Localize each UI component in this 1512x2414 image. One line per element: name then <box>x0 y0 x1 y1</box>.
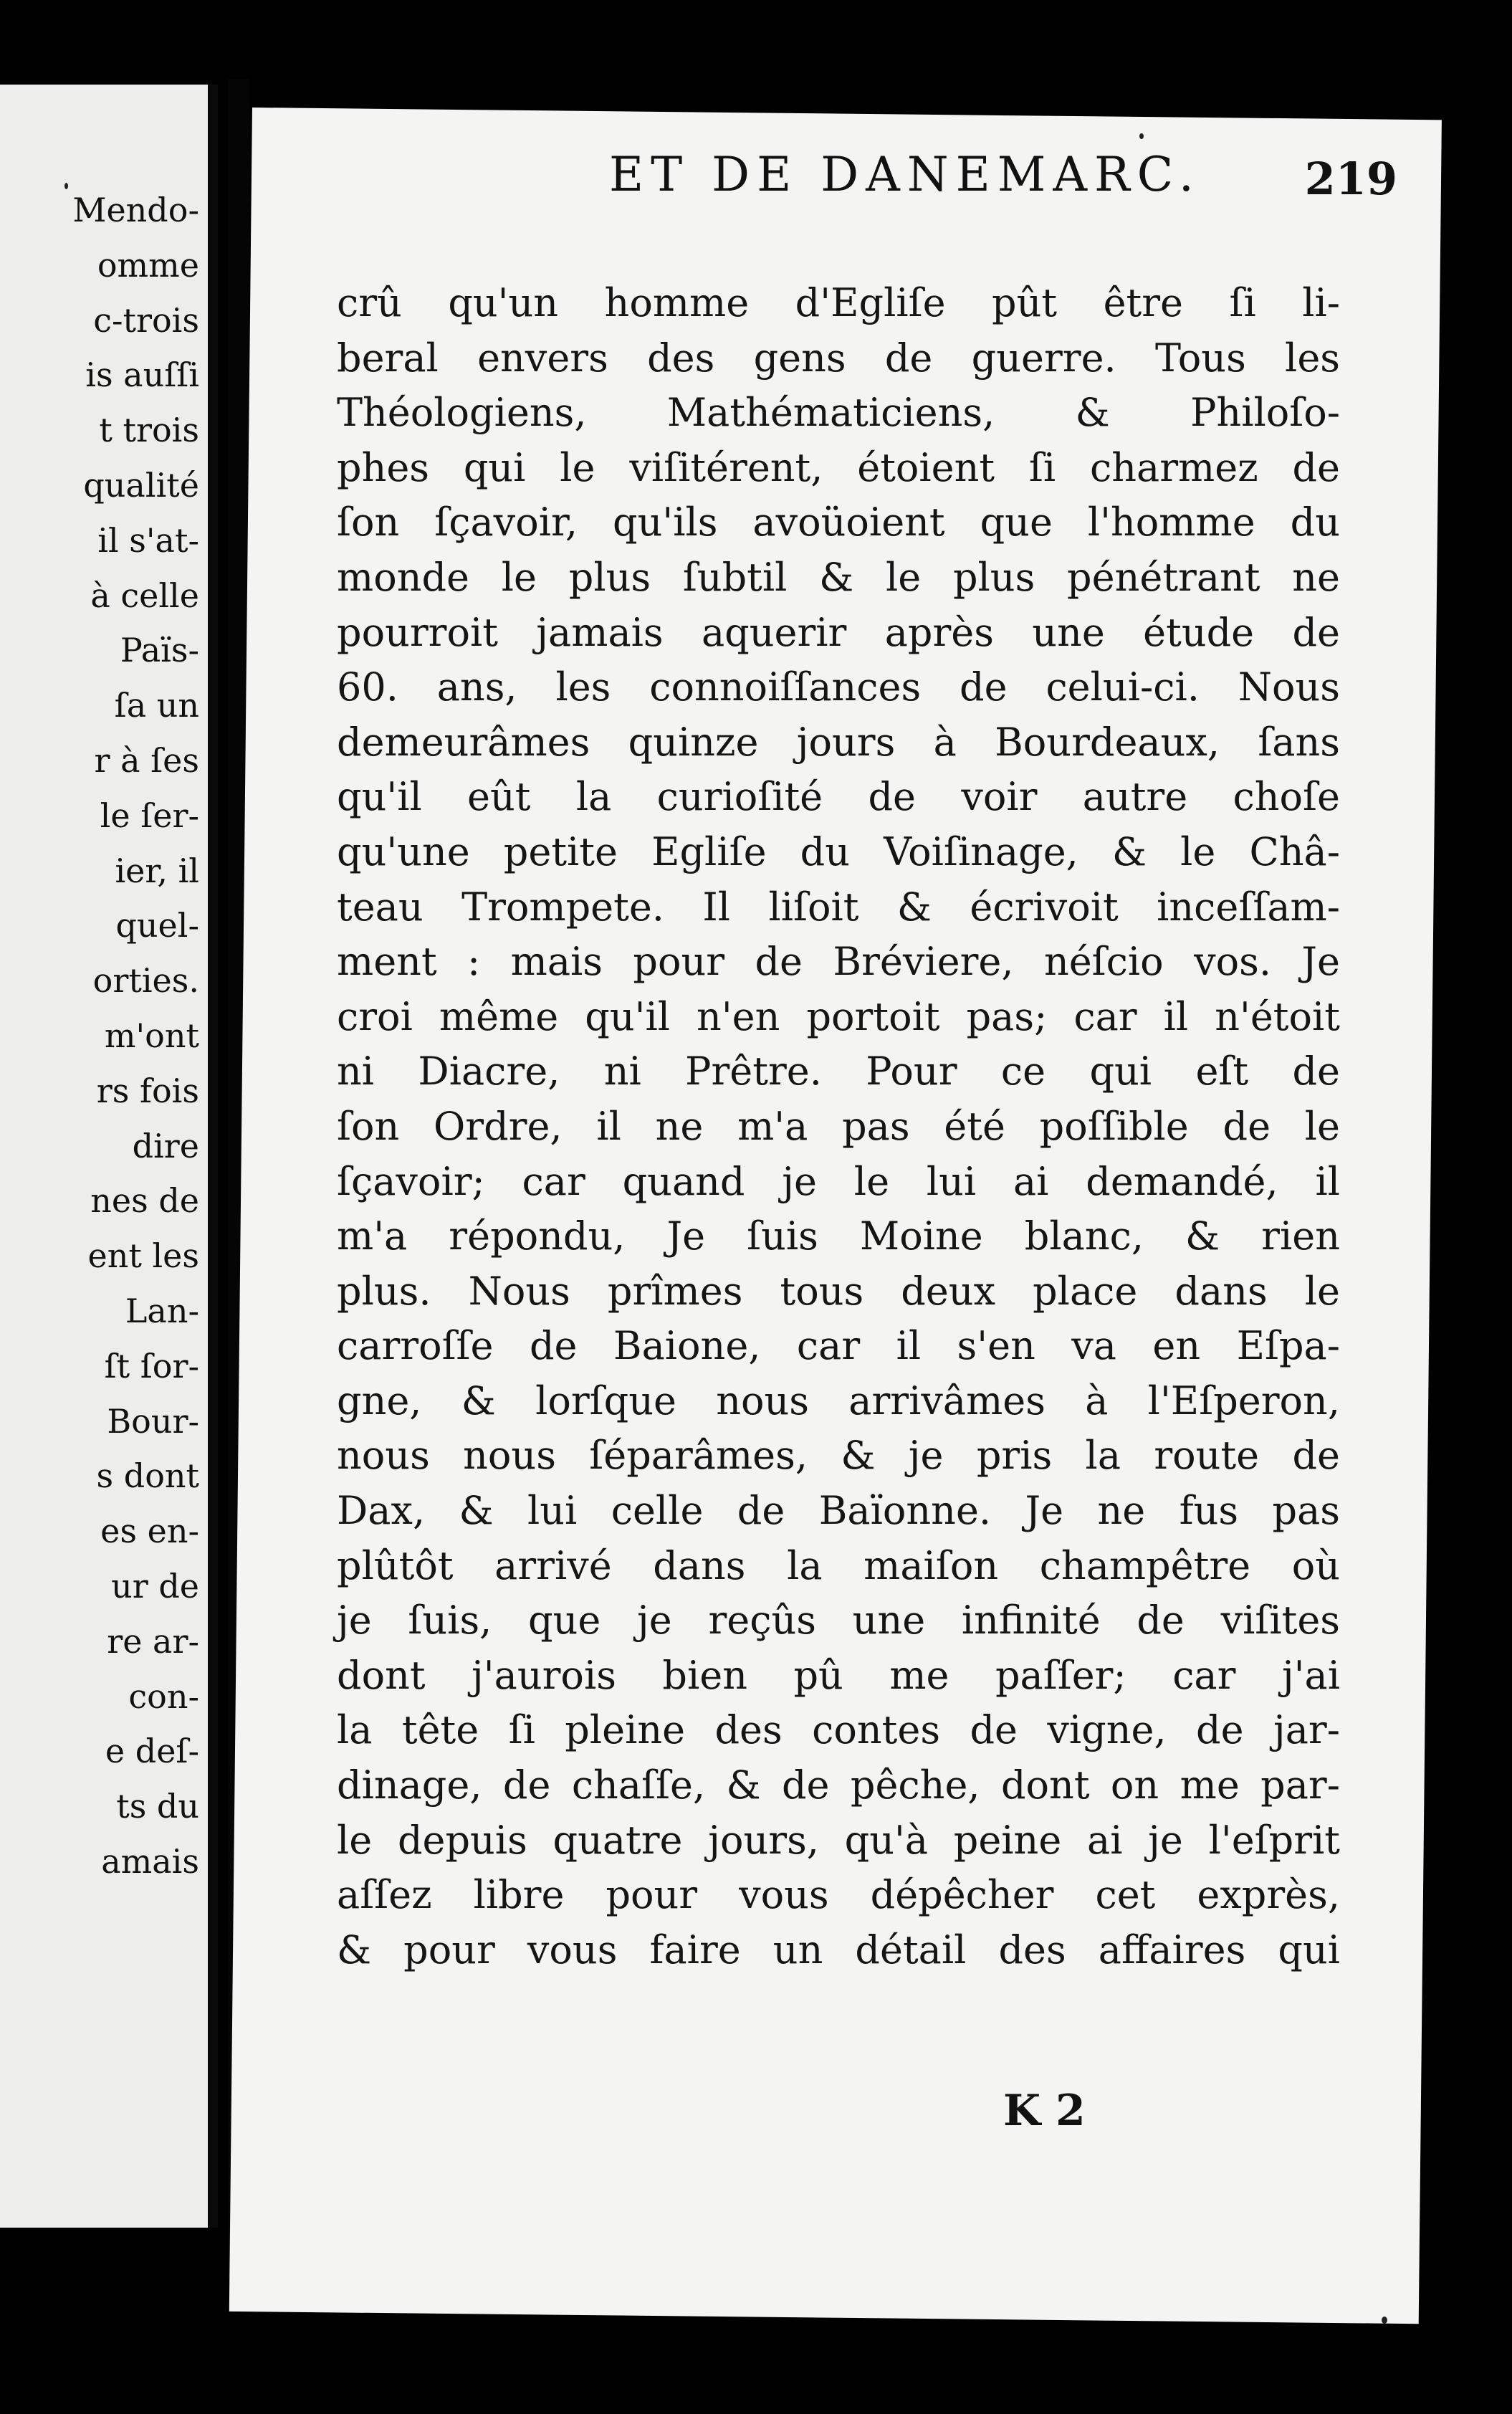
body-line: je ſuis, que je reçûs une infinité de viſites <box>337 1598 1340 1643</box>
left-page-line: Bour- <box>107 1401 199 1441</box>
body-line: demeurâmes quinze jours à Bourdeaux, ſans <box>337 719 1340 765</box>
body-line: nous nous ſéparâmes, & je pris la route de <box>337 1433 1340 1479</box>
left-page-line: il s'at- <box>97 520 199 560</box>
body-line: qu'il eût la curioſité de voir autre choſe <box>337 774 1340 820</box>
ink-speck <box>64 183 68 189</box>
body-line: le depuis quatre jours, qu'à peine ai je l'eſprit <box>337 1817 1340 1863</box>
left-page-line: rs fois <box>96 1071 199 1110</box>
body-line: aſſez libre pour vous dépêcher cet exprès, <box>337 1872 1340 1918</box>
body-line: Théologiens, Mathématiciens, & Philoſo- <box>337 390 1340 436</box>
running-head: ET DE DANEMARC. <box>609 147 1201 202</box>
left-page-line: ur de <box>111 1567 199 1606</box>
body-line: crû qu'un homme d'Egliſe pût être ſi li- <box>337 280 1340 325</box>
left-page-line: amais <box>101 1842 199 1881</box>
left-page-line: e deſ- <box>105 1732 199 1771</box>
left-page-line: Lan- <box>125 1292 199 1330</box>
left-page-line: le ſer- <box>100 796 199 835</box>
body-line: pourroit jamais aquerir après une étude de <box>337 609 1340 655</box>
body-line: plus. Nous prîmes tous deux place dans le <box>337 1268 1340 1314</box>
body-line: ſon ſçavoir, qu'ils avoüoient que l'homme du <box>337 500 1340 545</box>
left-page-line: s dont <box>96 1456 199 1496</box>
left-page-line: m'ont <box>104 1016 199 1055</box>
ink-speck <box>1139 133 1144 139</box>
body-line: 60. ans, les connoiſſances de celui-ci. Nous <box>337 664 1340 710</box>
left-page-line: qualité <box>83 466 199 505</box>
left-page-line: is auſſi <box>85 356 199 395</box>
left-page-line: à celle <box>90 576 199 615</box>
body-line: qu'une petite Egliſe du Voiſinage, & le Châ- <box>337 829 1340 874</box>
body-line: carroſſe de Baione, car il s'en va en Eſpa- <box>337 1323 1340 1369</box>
left-page-line: c-trois <box>93 300 199 340</box>
body-line: ſon Ordre, il ne m'a pas été poſſible de le <box>337 1103 1340 1149</box>
body-line: teau Trompete. Il liſoit & écrivoit inceſſam- <box>337 884 1340 930</box>
left-page-line: ts du <box>116 1787 199 1826</box>
left-page-line: es en- <box>100 1512 199 1551</box>
body-line: ment : mais pour de Bréviere, néſcio vos. Je <box>337 939 1340 985</box>
signature-mark: K 2 <box>1003 2086 1086 2136</box>
body-line: la tête ſi pleine des contes de vigne, de jar- <box>337 1707 1340 1753</box>
body-line: ni Diacre, ni Prêtre. Pour ce qui eſt de <box>337 1049 1340 1094</box>
body-line: gne, & lorſque nous arrivâmes à l'Eſperon, <box>337 1378 1340 1423</box>
left-page-line: con- <box>128 1676 199 1716</box>
left-page-line: dire <box>132 1126 199 1165</box>
left-page-line: orties. <box>92 961 199 1001</box>
left-page-line: nes de <box>90 1181 199 1221</box>
left-page-line: omme <box>97 245 199 285</box>
left-page-line: ſt ſor- <box>104 1346 199 1385</box>
body-line: dinage, de chaſſe, & de pêche, dont on me par- <box>337 1762 1340 1808</box>
left-page-line: ier, il <box>115 851 199 890</box>
page-number: 219 <box>1304 153 1397 205</box>
left-page-line: r à ſes <box>94 741 199 780</box>
body-line: plûtôt arrivé dans la maiſon champêtre où <box>337 1542 1340 1588</box>
page-header <box>358 147 1397 211</box>
left-page-line: re ar- <box>107 1621 199 1661</box>
body-line: beral envers des gens de guerre. Tous les <box>337 335 1340 381</box>
left-page-line: Mendo- <box>72 191 199 229</box>
left-page-line: quel- <box>115 906 199 945</box>
left-page-line: ſa un <box>114 686 199 725</box>
left-page-line: Païs- <box>120 631 199 670</box>
body-text <box>337 276 1340 1978</box>
left-page <box>0 85 218 2228</box>
body-line: croi même qu'il n'en portoit pas; car il n'étoit <box>337 993 1340 1039</box>
ink-speck <box>1382 2317 1387 2324</box>
body-line: Dax, & lui celle de Baïonne. Je ne fus pas <box>337 1488 1340 1534</box>
body-line: dont j'aurois bien pû me paſſer; car j'ai <box>337 1652 1340 1698</box>
body-line: & pour vous faire un détail des affaires qui <box>337 1927 1340 1972</box>
left-page-line: ent les <box>87 1236 199 1276</box>
body-line: phes qui le viſitérent, étoient ſi charmez de <box>337 444 1340 490</box>
body-line: m'a répondu, Je ſuis Moine blanc, & rien <box>337 1213 1340 1259</box>
left-page-line: t trois <box>99 411 199 450</box>
body-line: monde le plus ſubtil & le plus pénétrant ne <box>337 554 1340 600</box>
body-line: ſçavoir; car quand je le lui ai demandé, il <box>337 1158 1340 1204</box>
